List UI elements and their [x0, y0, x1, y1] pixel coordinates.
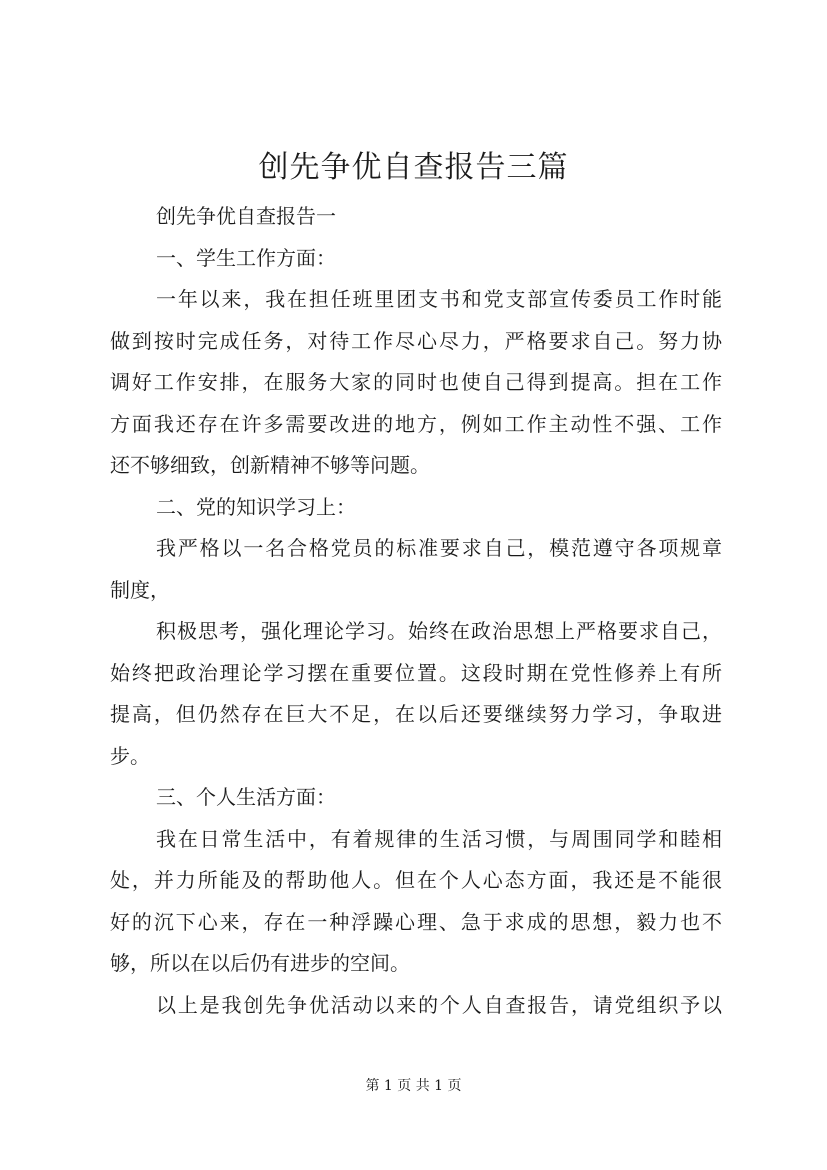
paragraph-line: 以上是我创先争优活动以来的个人自查报告，请党组织予以	[156, 992, 722, 1017]
paragraph-line: 二、党的知识学习上：	[156, 494, 356, 519]
paragraph-line: 三、个人生活方面：	[156, 785, 336, 809]
paragraph-line: 还不够细致，创新精神不够等问题。	[110, 453, 430, 477]
page-footer: 第 1 页 共 1 页	[365, 1078, 462, 1094]
paragraph-line: 始终把政治理论学习摆在重要位置。这段时期在党性修养上有所	[110, 660, 722, 685]
paragraph-line: 处，并力所能及的帮助他人。但在个人心态方面，我还是不能很	[110, 868, 722, 892]
paragraph-line: 提高，但仍然存在巨大不足，在以后还要继续努力学习，争取进	[110, 702, 722, 726]
paragraph-line: 一、学生工作方面：	[156, 245, 336, 270]
paragraph-line: 调好工作安排，在服务大家的同时也使自己得到提高。担在工作	[110, 370, 722, 394]
document-body	[110, 196, 722, 1026]
paragraph-line: 创先争优自查报告一	[156, 204, 336, 228]
paragraph-line: 方面我还存在许多需要改进的地方，例如工作主动性不强、工作	[110, 411, 722, 436]
paragraph-line: 制度，	[110, 577, 170, 602]
document-title: 创先争优自查报告三篇	[258, 150, 569, 185]
paragraph-line: 做到按时完成任务，对待工作尽心尽力，严格要求自己。努力协	[110, 328, 722, 353]
paragraph-line: 我在日常生活中，有着规律的生活习惯，与周围同学和睦相	[156, 826, 722, 851]
paragraph-line: 一年以来，我在担任班里团支书和党支部宣传委员工作时能	[156, 287, 722, 311]
paragraph-line: 够，所以在以后仍有进步的空间。	[110, 951, 410, 975]
paragraph-line: 好的沉下心来，存在一种浮躁心理、急于求成的思想，毅力也不	[110, 909, 722, 934]
paragraph-line: 我严格以一名合格党员的标准要求自己，模范遵守各项规章	[156, 536, 722, 560]
paragraph-line: 积极思考，强化理论学习。始终在政治思想上严格要求自己，	[156, 619, 722, 643]
paragraph-line: 步。	[110, 743, 150, 768]
